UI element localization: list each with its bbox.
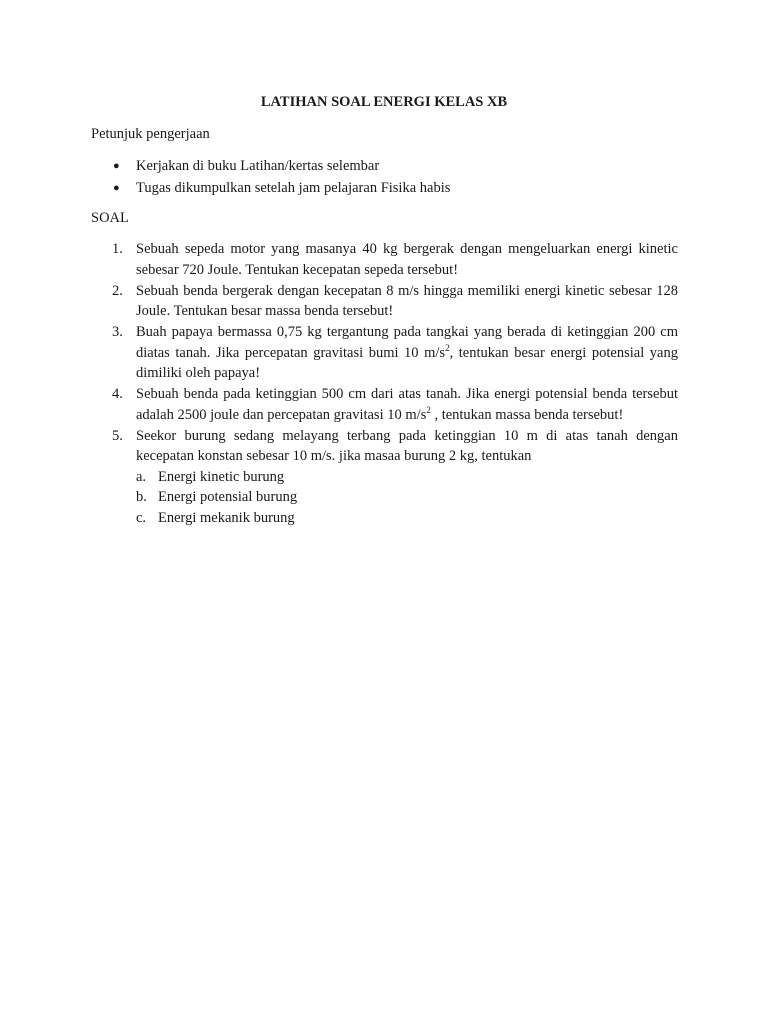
sub-question-item [136, 487, 678, 508]
sub-question-letter: c. [136, 509, 147, 526]
question-text: Sebuah sepeda motor yang masanya 40 kg bergerak dengan mengeluarkan energi kinetic sebesar 720 Joule. Tentukan kecepatan sepeda tersebut! [136, 241, 678, 278]
sub-question-text: Energi mekanik burung [158, 509, 295, 526]
question-item [91, 239, 678, 280]
questions-list [91, 239, 678, 529]
list-item [91, 155, 450, 177]
superscript: 2 [445, 342, 450, 353]
page-title: LATIHAN SOAL ENERGI KELAS XB [260, 94, 508, 110]
question-text-part: Buah papaya bermassa 0,75 kg tergantung pada tangkai yang berada di ketinggian 200 cm diatas tanah. Jika percepatan gravitasi bumi 10 m/s [136, 324, 678, 361]
question-number: 1. [112, 241, 123, 257]
sub-question-text: Energi potensial burung [158, 489, 298, 505]
question-item [91, 322, 678, 384]
question-number: 2. [112, 282, 123, 299]
question-text: Seekor burung sedang melayang terbang pada ketinggian 10 m di atas tanah dengan kecepatan konstan sebesar 10 m/s. jika masaa burung 2 kg, tentukan [136, 427, 678, 464]
instructions-list [91, 155, 450, 199]
sub-question-item [136, 508, 678, 529]
question-number: 4. [112, 386, 123, 402]
sub-question-letter: a. [136, 468, 147, 485]
sub-question-letter: b. [136, 489, 147, 505]
soal-heading: SOAL [91, 210, 129, 226]
superscript: 2 [426, 404, 431, 415]
list-item [91, 177, 450, 199]
instruction-text: Tugas dikumpulkan setelah jam pelajaran Fisika habis [136, 180, 451, 196]
question-item [91, 384, 678, 425]
instruction-text: Kerjakan di buku Latihan/kertas selembar [136, 158, 380, 174]
sub-questions-list [136, 467, 678, 529]
question-text-part: , tentukan besar energi potensial yang dimiliki oleh papaya! [136, 344, 678, 381]
question-item [91, 281, 678, 322]
question-text [136, 322, 678, 384]
sub-question-item [136, 467, 678, 488]
question-text [136, 384, 678, 425]
question-text: Sebuah benda bergerak dengan kecepatan 8 m/s hingga memiliki energi kinetic sebesar 128 Joule. Tentukan besar massa benda tersebut! [136, 282, 678, 319]
bullet-icon: ● [113, 182, 120, 194]
bullet-icon: ● [113, 160, 120, 172]
question-number: 5. [112, 427, 123, 444]
sub-question-text: Energi kinetic burung [158, 468, 285, 485]
question-number: 3. [112, 324, 123, 340]
question-text-part: , tentukan massa benda tersebut! [430, 406, 624, 423]
question-item [91, 426, 678, 529]
question-text-part: Sebuah benda pada ketinggian 500 cm dari atas tanah. Jika energi potensial benda tersebut adalah 2500 joule dan percepatan gravitasi 10 m/s [136, 386, 678, 423]
instructions-heading: Petunjuk pengerjaan [91, 126, 210, 142]
